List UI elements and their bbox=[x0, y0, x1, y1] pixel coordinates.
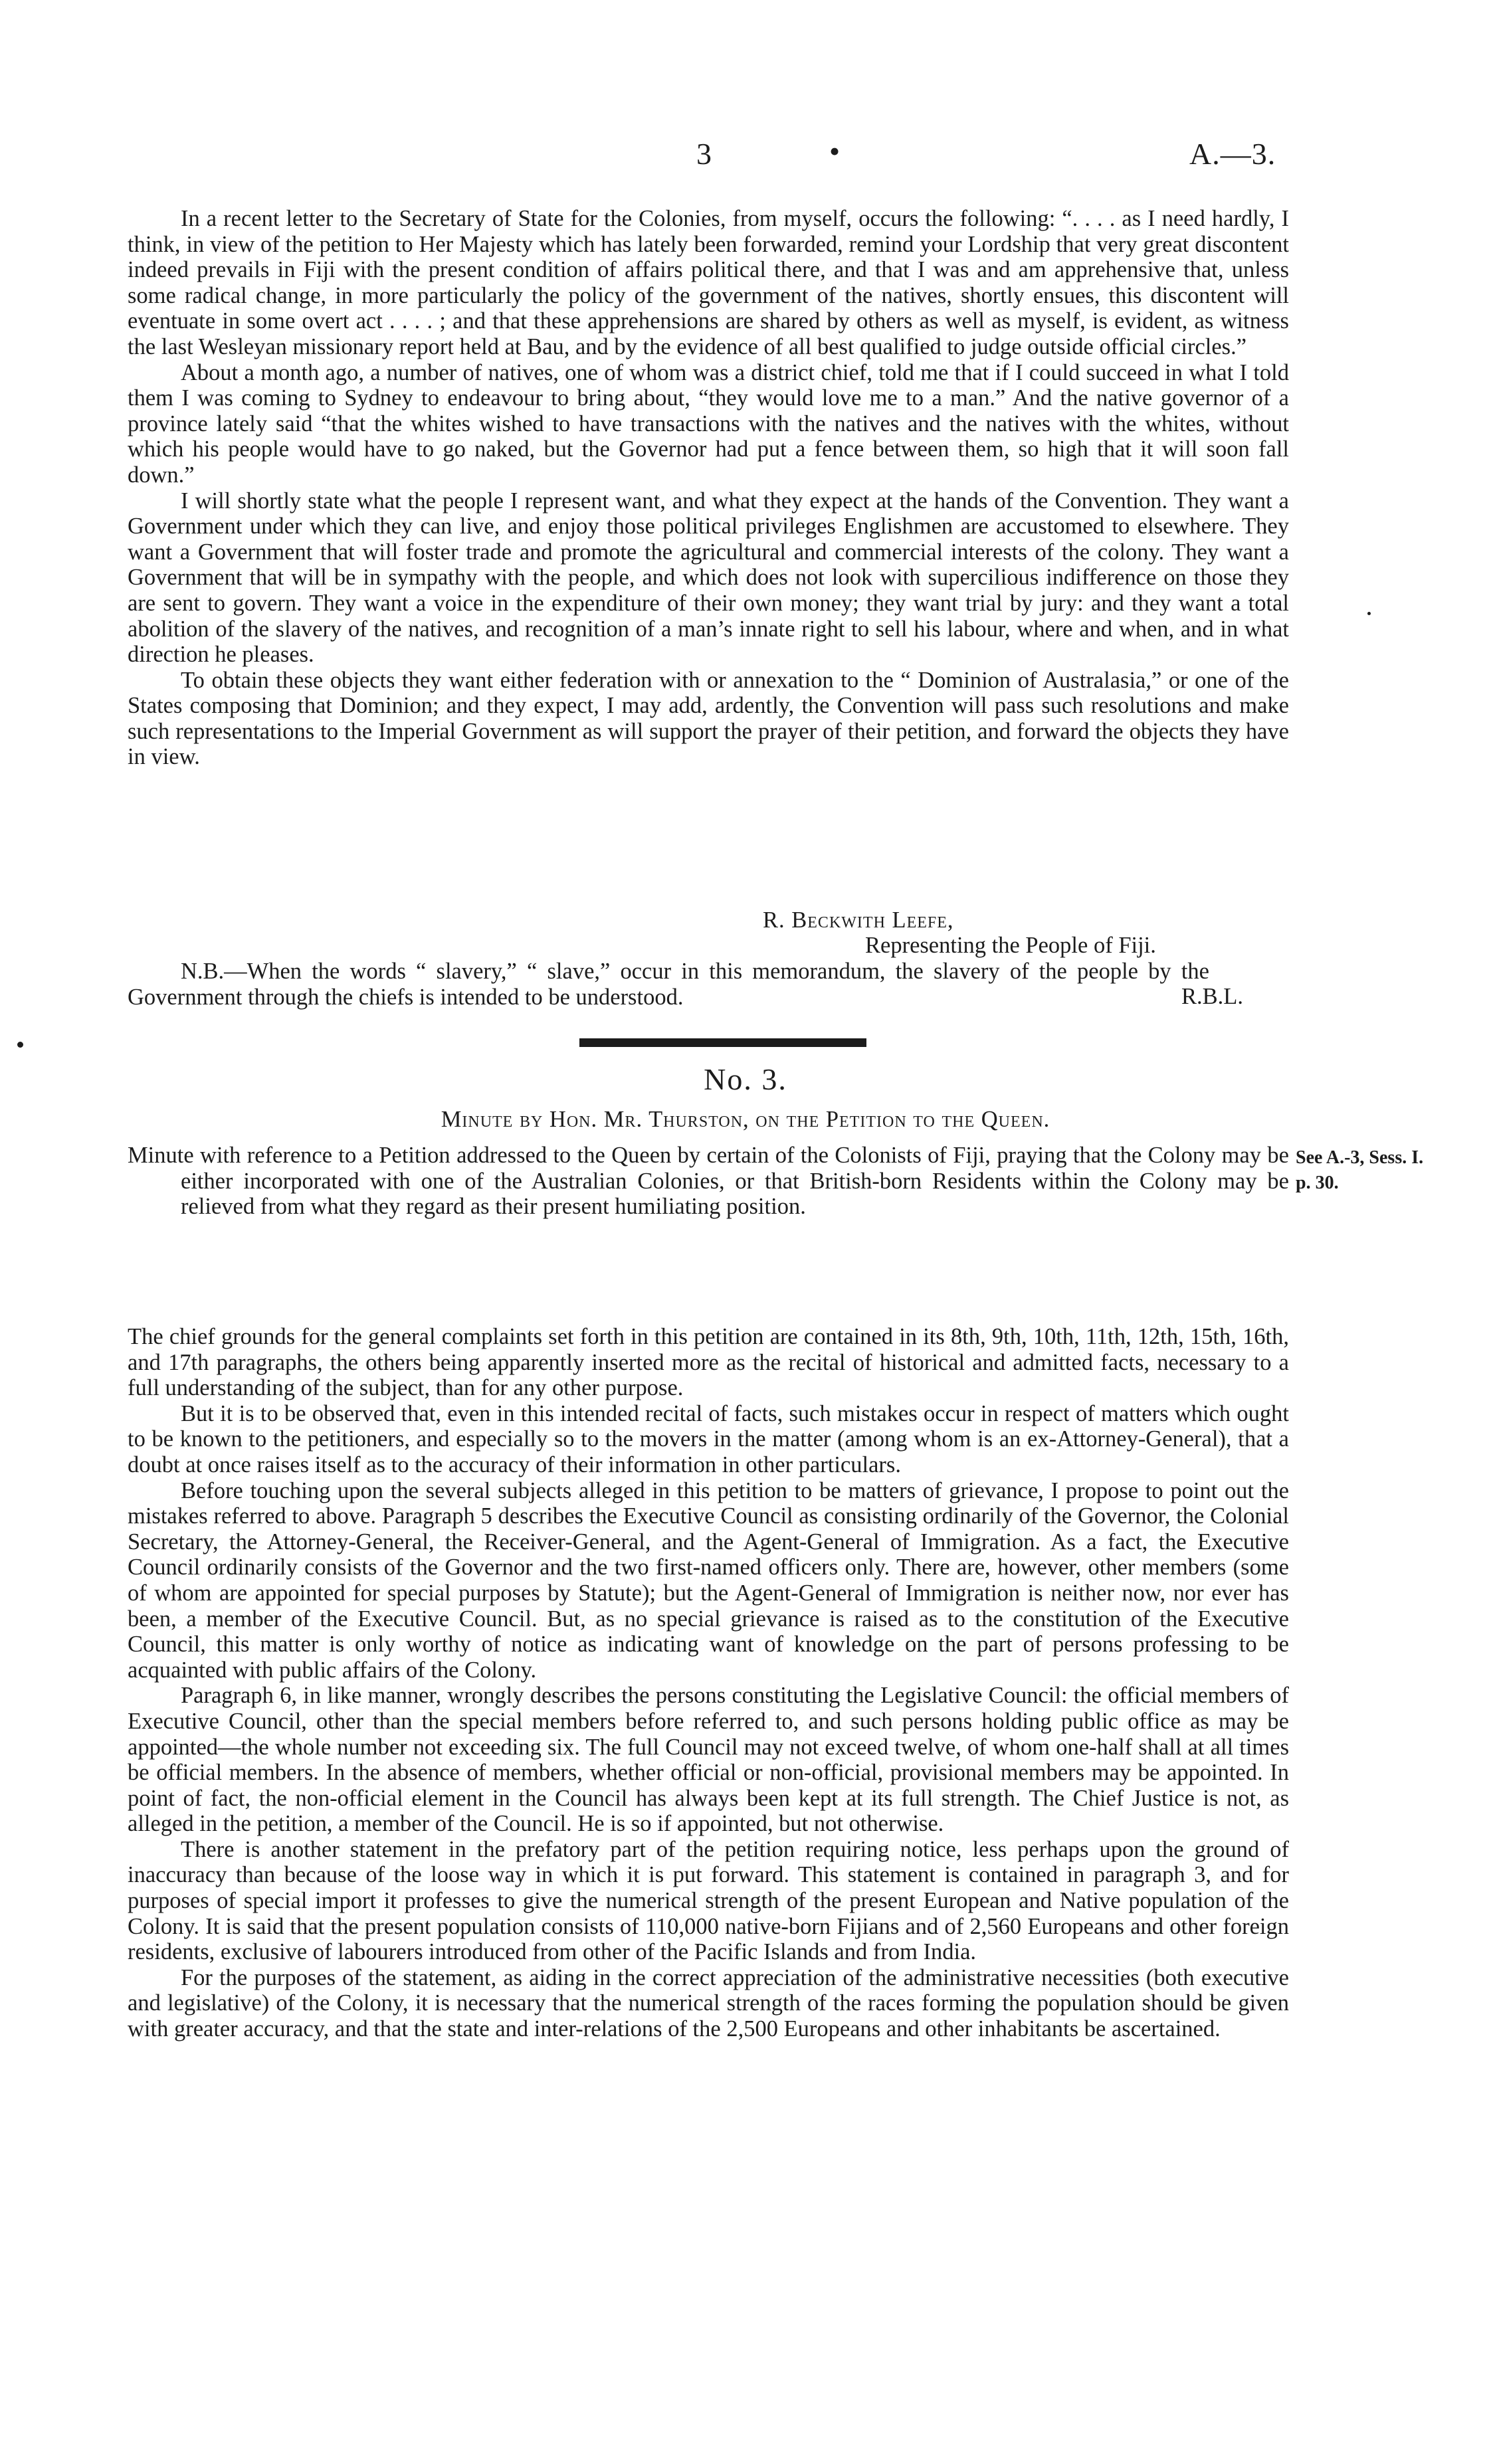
paragraph: For the purposes of the statement, as aiding in the correct appreciation of the administrative necessities (both executive and legislative) of the Colony, it is necessary that the numerical strength of the races forming the population should be given with greater accuracy, and that the state and inter-relations of the 2,500 Europeans and other inhabitants be ascertained. bbox=[128, 1964, 1289, 2042]
thurston-minute-body bbox=[128, 1324, 1289, 2042]
minute-paragraph: Minute with reference to a Petition addressed to the Queen by certain of the Colonists of Fiji, praying that the Colony may be either incorporated with one of the Australian Colonies, or that British-born Residents within the Colony may be relieved from what they regard as their present humiliating position. bbox=[128, 1143, 1289, 1220]
signature-role: Representing the People of Fiji. bbox=[865, 933, 1156, 958]
stray-mark bbox=[17, 1042, 23, 1048]
paragraph: In a recent letter to the Secretary of State for the Colonies, from myself, occurs the following: “. . . . as I need hardly, I think, in view of the petition to Her Majesty which has lately been forwarded, remind your Lordship that very great discontent indeed prevails in Fiji with the present condition of affairs political there, and that I was and am apprehensive that, unless some radical change, in more particularly the policy of the government of the natives, shortly ensues, this discontent will eventuate in some overt act . . . . ; and that these apprehensions are shared by others as well as myself, is evident, as witness the last Wesleyan missionary report held at Bau, and by the evidence of all best qualified to judge outside official circles.” bbox=[128, 206, 1289, 359]
paragraph: To obtain these objects they want either federation with or annexation to the “ Dominion of Australasia,” or one of the States composing that Dominion; and they expect, I may add, ardently, the Convention will pass such resolutions and make such representations to the Imperial Government as will support the prayer of their petition, and forward the objects they have in view. bbox=[128, 667, 1289, 770]
paragraph: The chief grounds for the general complaints set forth in this petition are contained in its 8th, 9th, 10th, 11th, 12th, 15th, 16th, and 17th paragraphs, the others being apparently inserted more as the recital of historical and admitted facts, necessary to a full understanding of the subject, than for any other purpose. bbox=[128, 1324, 1289, 1401]
nb-initials: R.B.L. bbox=[1181, 984, 1243, 1009]
header-dot: • bbox=[829, 134, 841, 168]
leefe-memorandum bbox=[128, 206, 1289, 770]
page-number: 3 bbox=[696, 137, 712, 171]
document-reference: A.—3. bbox=[1189, 137, 1276, 171]
nb-text bbox=[128, 959, 1289, 1010]
paragraph: But it is to be observed that, even in this intended recital of facts, such mistakes occur in respect of matters which ought to be known to the petitioners, and especially so to the movers in the matter (among whom is an ex-Attorney-General), that a doubt at once raises itself as to the accuracy of their information in other particulars. bbox=[128, 1400, 1289, 1477]
paragraph: Paragraph 6, in like manner, wrongly describes the persons constituting the Legislative Council: the official members of Executive Council, other than the special members before referred to, and such persons holding public office as may be appointed—the whole number not exceeding six. The full Council may not exceed twelve, of whom one-half shall at all times be official members. In the absence of members, whether official or non-official, provisional members may be appointed. In point of fact, the non-official element in the Council has always been kept at its full strength. The Chief Justice is not, as alleged in the petition, a member of the Council. He is so if appointed, but not otherwise. bbox=[128, 1683, 1289, 1837]
page-header bbox=[0, 136, 1491, 176]
margin-reference bbox=[1296, 1145, 1488, 1196]
margin-reference-line: See A.-3, Sess. I. bbox=[1296, 1147, 1424, 1168]
signature-name: R. Beckwith Leefe, bbox=[763, 907, 954, 933]
margin-reference-line: p. 30. bbox=[1296, 1173, 1339, 1193]
section-divider bbox=[579, 1038, 866, 1047]
minute-title: Minute by Hon. Mr. Thurston, on the Petition to the Queen. bbox=[441, 1107, 1050, 1132]
stray-mark bbox=[1367, 612, 1371, 615]
section-title: No. 3. bbox=[704, 1062, 787, 1096]
paragraph: Before touching upon the several subjects alleged in this petition to be matters of grievance, I propose to point out the mistakes referred to above. Paragraph 5 describes the Executive Council as consisting ordinarily of the Governor, the Colonial Secretary, the Attorney-General, the Receiver-General, and the Agent-General of Immigration. As a fact, the Executive Council ordinarily consists of the Governor and the two first-named officers only. There are, however, other members (some of whom are appointed for special purposes by Statute); but the Agent-General of Immigration is neither now, nor ever has been, a member of the Executive Council. But, as no special grievance is raised as to the constitution of the Executive Council, this matter is only worthy of notice as indicating want of knowledge on the part of persons professing to be acquainted with public affairs of the Colony. bbox=[128, 1477, 1289, 1683]
paragraph: There is another statement in the prefatory part of the petition requiring notice, less perhaps upon the ground of inaccuracy than because of the loose way in which it is put forward. This statement is contained in paragraph 3, and for purposes of special import it professes to give the numerical strength of the present European and Native population of the Colony. It is said that the present population consists of 110,000 native-born Fijians and of 2,560 Europeans and other foreign residents, exclusive of labourers introduced from other of the Pacific Islands and from India. bbox=[128, 1836, 1289, 1965]
nb-body: N.B.—When the words “ slavery,” “ slave,” occur in this memorandum, the slavery of the people by the Government through the chiefs is intended to be understood. bbox=[128, 959, 1209, 1010]
nota-bene bbox=[128, 959, 1289, 1010]
paragraph: About a month ago, a number of natives, one of whom was a district chief, told me that if I could succeed in what I told them I was coming to Sydney to endeavour to bring about, “they would love me to a man.” And the native governor of a province lately said “that the whites wished to have transactions with the natives and the natives with the whites, without which his people would have to go naked, but the Governor had put a fence between them, so high that it will soon fall down.” bbox=[128, 359, 1289, 488]
paragraph: I will shortly state what the people I represent want, and what they expect at the hands of the Convention. They want a Government under which they can live, and enjoy those political privileges Englishmen are accustomed to elsewhere. They want a Government that will foster trade and promote the agricultural and commercial interests of the colony. They want a Government that will be in sympathy with the people, and which does not look with supercilious indifference on those they are sent to govern. They want a voice in the expenditure of their own money; they want trial by jury: and they want a total abolition of the slavery of the natives, and recognition of a man’s innate right to sell his labour, where and when, and in what direction he pleases. bbox=[128, 488, 1289, 668]
minute-heading-block bbox=[128, 1143, 1289, 1220]
